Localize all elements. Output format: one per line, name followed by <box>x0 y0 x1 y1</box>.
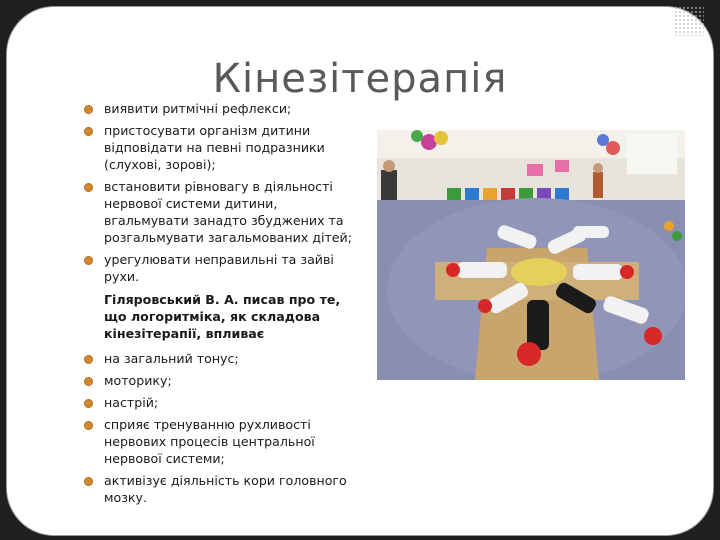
list-item-text: активізує діяльність кори головного мозку. <box>104 473 347 505</box>
bullet-icon <box>84 256 93 265</box>
list-item <box>84 178 366 246</box>
list-item-text: урегулювати неправильні та зайві рухи. <box>104 252 334 284</box>
list-item-text: встановити рівновагу в діяльності нервової системи дитини, вгальмувати занадто збуджених та розгальмувати загальмованих дітей; <box>104 179 352 245</box>
list-item-text: настрій; <box>104 395 159 410</box>
list-item <box>84 122 366 173</box>
list-item-text: на загальний тонус; <box>104 351 239 366</box>
bullet-icon <box>84 377 93 386</box>
bullet-icon <box>84 421 93 430</box>
list-item <box>84 416 366 467</box>
list-item <box>84 350 366 367</box>
note-paragraph: Гіляровський В. А. писав про те, що логоритміка, як складова кінезітерапії, впливає <box>104 292 341 341</box>
bullet-icon <box>84 399 93 408</box>
photo-illustration <box>377 130 685 380</box>
bullet-icon <box>84 183 93 192</box>
list-item-text: виявити ритмічні рефлекси; <box>104 101 292 116</box>
list-item <box>84 472 366 506</box>
list-item <box>84 394 366 411</box>
slide-title: Кінезітерапія <box>212 56 508 102</box>
list-item-text: сприяє тренуванню рухливості нервових процесів центральної нервової системи; <box>104 417 315 466</box>
list-item <box>84 251 366 285</box>
bullet-list <box>84 100 366 511</box>
list-item <box>84 372 366 389</box>
corner-dot-pattern <box>674 6 704 36</box>
list-item-text: пристосувати організм дитини відповідати на певні подразники (слухові, зорові); <box>104 123 325 172</box>
bullet-icon <box>84 477 93 486</box>
children-exercise-photo <box>377 130 685 380</box>
bullet-icon <box>84 355 93 364</box>
bullet-icon <box>84 127 93 136</box>
list-item-text: моторику; <box>104 373 172 388</box>
list-item <box>84 100 366 117</box>
bullet-icon <box>84 105 93 114</box>
